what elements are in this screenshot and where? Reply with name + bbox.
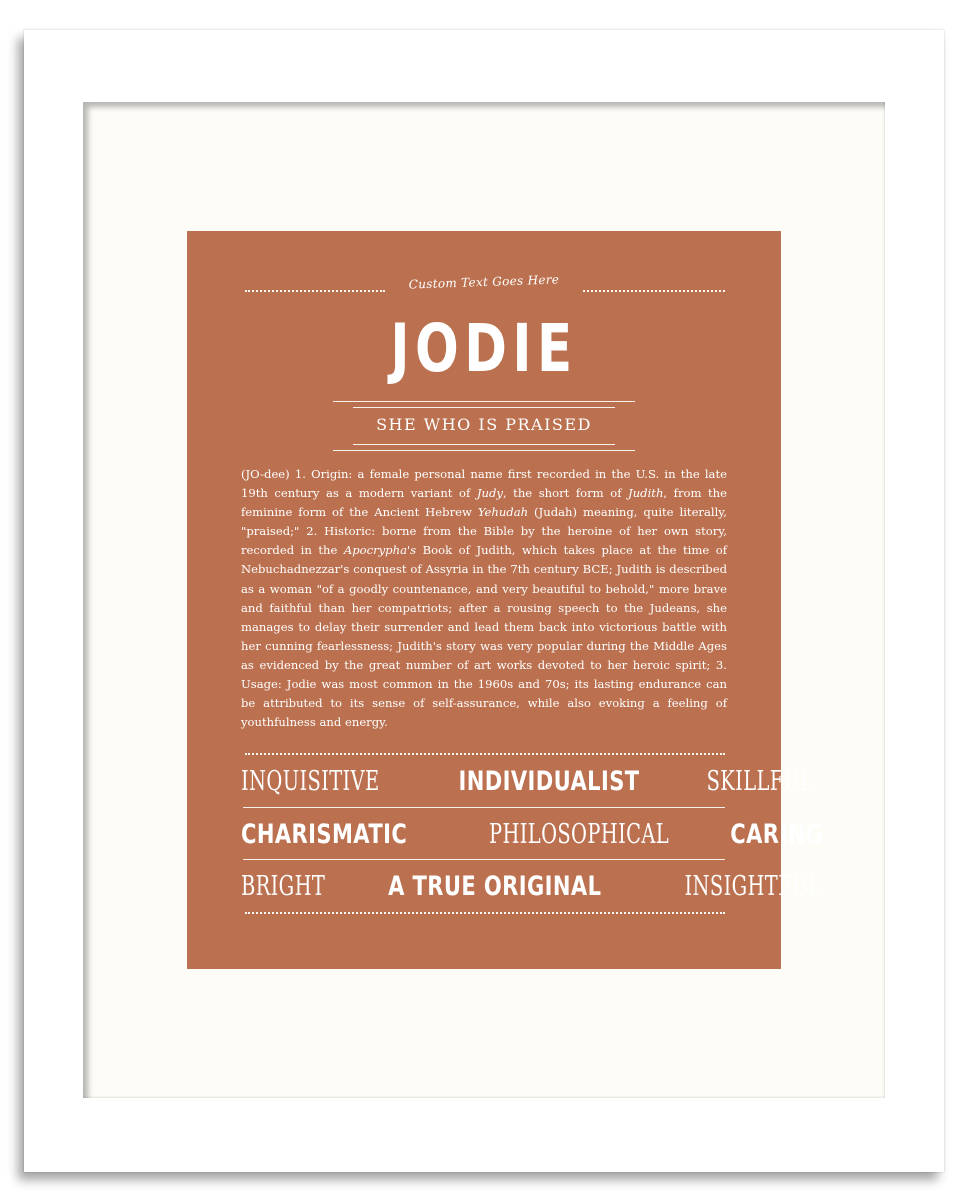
definition-italic-run: Apocrypha's bbox=[343, 543, 417, 558]
definition-run: Book of Judith, which takes place at the time of Nebuchadnezzar's conquest of Assyria in the 7th century BCE; Judith is described as a woman "of a goodly countenance, and very beautiful to behold," more brave and faithful than her compatriots; after a rousing speech to the Judeans, she manages to delay their surrender and lead them back into victorious battle with her cunning fearlessness; Judith's story was very popular during the Middle Ages as evidenced by the great number of art works devoted to her heroic spirit; 3. Usage: Jodie was most common in the 1960s and 70s; its lasting endurance can be attributed to its sense of self-assurance, while also evoking a feeling of youthfulness and energy. bbox=[241, 543, 727, 730]
traits-top-dotted-rule bbox=[245, 753, 725, 755]
trait-word: BRIGHT bbox=[241, 871, 326, 902]
meaning-bottom-rule-1 bbox=[353, 444, 615, 445]
top-left-dotted-rule bbox=[245, 290, 385, 292]
custom-text: Custom Text Goes Here bbox=[408, 272, 560, 292]
top-right-dotted-rule bbox=[583, 290, 725, 292]
traits-bottom-dotted-rule bbox=[245, 912, 725, 914]
trait-row-2 bbox=[241, 815, 824, 855]
trait-word: A TRUE ORIGINAL bbox=[388, 871, 602, 902]
trait-word: CARING bbox=[730, 819, 824, 850]
trait-divider-2 bbox=[243, 859, 725, 860]
definition-italic-run: Yehudah bbox=[477, 505, 529, 520]
trait-row-3 bbox=[241, 867, 823, 907]
meaning-top-rule-2 bbox=[353, 407, 615, 408]
trait-divider-1 bbox=[243, 807, 725, 808]
definition-run: , from the feminine form of the Ancient Hebrew bbox=[241, 486, 728, 520]
trait-row-1 bbox=[241, 762, 815, 802]
trait-word: PHILOSOPHICAL bbox=[489, 819, 670, 850]
definition-run: (Judah) meaning, quite literally, "praised;" 2. Historic: borne from the Bible by the heroine of her own story, recorded in the bbox=[241, 505, 727, 558]
mat-board bbox=[83, 102, 885, 1098]
definition-italic-run: Judith bbox=[628, 486, 664, 501]
trait-word: INQUISITIVE bbox=[241, 766, 380, 797]
picture-frame bbox=[24, 30, 944, 1172]
trait-word: INDIVIDUALIST bbox=[458, 766, 640, 797]
trait-word: SKILLFUL bbox=[707, 766, 815, 797]
definition-italic-run: Judy bbox=[476, 486, 503, 501]
meaning-bottom-rule-2 bbox=[333, 450, 635, 451]
definition-run: (JO-dee) 1. Origin: a female personal name first recorded in the U.S. in the late 19th century as a modern variant of bbox=[241, 467, 727, 501]
name-print bbox=[187, 231, 824, 969]
name-title: JODIE bbox=[390, 310, 578, 387]
trait-word: INSIGHTFUL bbox=[684, 871, 823, 902]
name-meaning: SHE WHO IS PRAISED bbox=[376, 415, 592, 434]
trait-word: CHARISMATIC bbox=[241, 819, 408, 850]
name-definition bbox=[241, 465, 727, 732]
meaning-top-rule-1 bbox=[333, 401, 635, 402]
definition-run: , the short form of bbox=[502, 486, 629, 501]
